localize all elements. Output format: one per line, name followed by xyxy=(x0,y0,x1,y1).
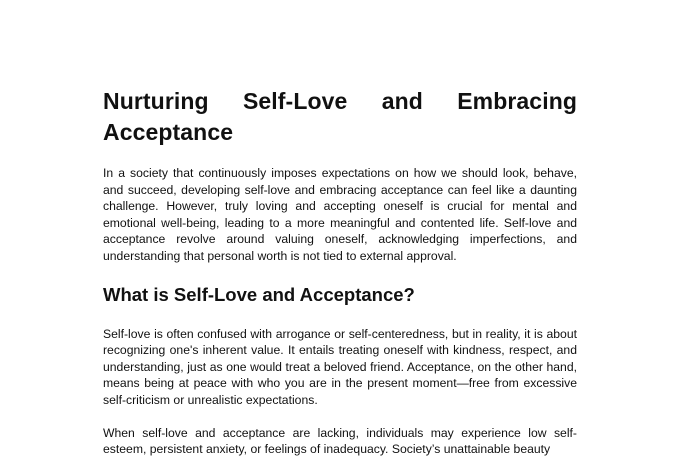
section-heading: What is Self-Love and Acceptance? xyxy=(103,283,415,305)
document-page xyxy=(103,86,577,458)
section-paragraph-1: Self-love is often confused with arrogance or self-centeredness, but in reality, it is about recognizing one's inherent value. It entails treating oneself with kindness, respect, and understanding, just as one would treat a beloved friend. Acceptance, on the other hand, means being at peace with who you are in the present moment—free from excessive self-criticism or unrealistic expectations. xyxy=(103,326,577,407)
intro-paragraph: In a society that continuously imposes expectations on how we should look, behave, and succeed, developing self-love and embracing acceptance can feel like a daunting challenge. However, truly loving and accepting oneself is crucial for mental and emotional well-being, leading to a more meaningful and contented life. Self-love and acceptance revolve around valuing oneself, acknowledging imperfections, and understanding that personal worth is not tied to external approval. xyxy=(103,166,577,263)
document-title: Nurturing Self-Love and Embracing Acceptance xyxy=(103,88,577,145)
section-paragraph-2: When self-love and acceptance are lacking, individuals may experience low self-esteem, persistent anxiety, or feelings of inadequacy. Society’s unattainable beauty xyxy=(103,425,577,457)
